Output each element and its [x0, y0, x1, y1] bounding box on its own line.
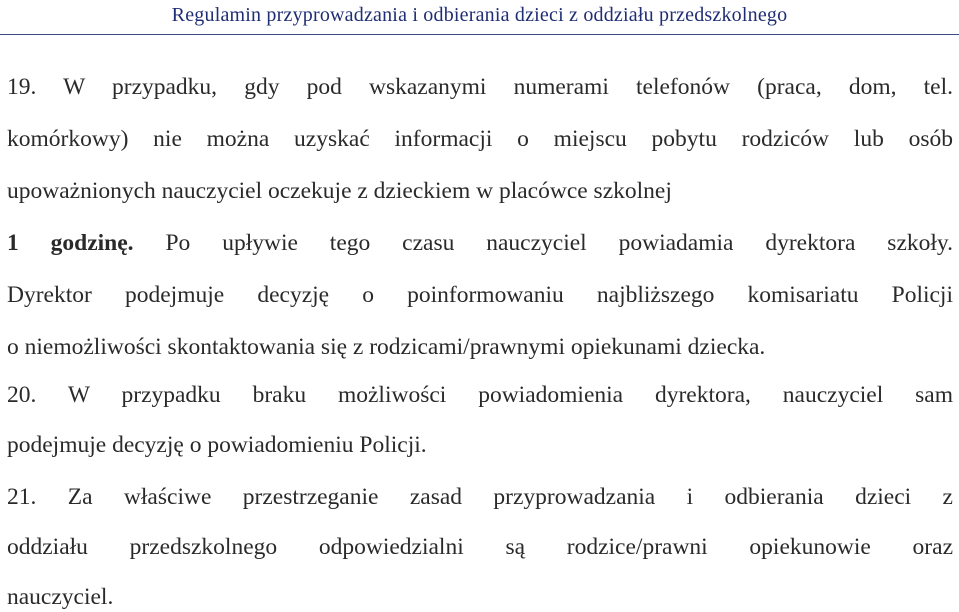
paragraph-19-line-1: 19. W przypadku, gdy pod wskazanymi numerami telefonów (praca, dom, tel. [7, 74, 953, 100]
paragraph-20-line-2: podejmuje decyzję o powiadomieniu Policji. [7, 432, 427, 458]
paragraph-21-line-1: 21. Za właściwe przestrzeganie zasad przyprowadzania i odbierania dzieci z [7, 484, 953, 510]
paragraph-19-line-4 [7, 228, 953, 258]
emphasis-one-hour: 1 godzinę. [7, 230, 134, 256]
paragraph-19-line-6: o niemożliwości skontaktowania się z rodzicami/prawnymi opiekunami dziecka. [7, 334, 766, 360]
paragraph-21-line-3: nauczyciel. [7, 584, 114, 610]
document-header [0, 0, 959, 35]
paragraph-20-line-1: 20. W przypadku braku możliwości powiadomienia dyrektora, nauczyciel sam [7, 382, 953, 408]
paragraph-19-line-3: upoważnionych nauczyciel oczekuje z dzieckiem w placówce szkolnej [7, 178, 672, 204]
paragraph-19-line-4-text: Po upływie tego czasu nauczyciel powiadamia dyrektora szkoły. [165, 230, 954, 256]
document-header-title: Regulamin przyprowadzania i odbierania dzieci z oddziału przedszkolnego [171, 4, 788, 26]
paragraph-19-line-5: Dyrektor podejmuje decyzję o poinformowaniu najbliższego komisariatu Policji [7, 282, 953, 308]
paragraph-21-line-2: oddziału przedszkolnego odpowiedzialni są rodzice/prawni opiekunowie oraz [7, 534, 953, 560]
paragraph-19-line-2: komórkowy) nie można uzyskać informacji o miejscu pobytu rodziców lub osób [7, 126, 953, 152]
